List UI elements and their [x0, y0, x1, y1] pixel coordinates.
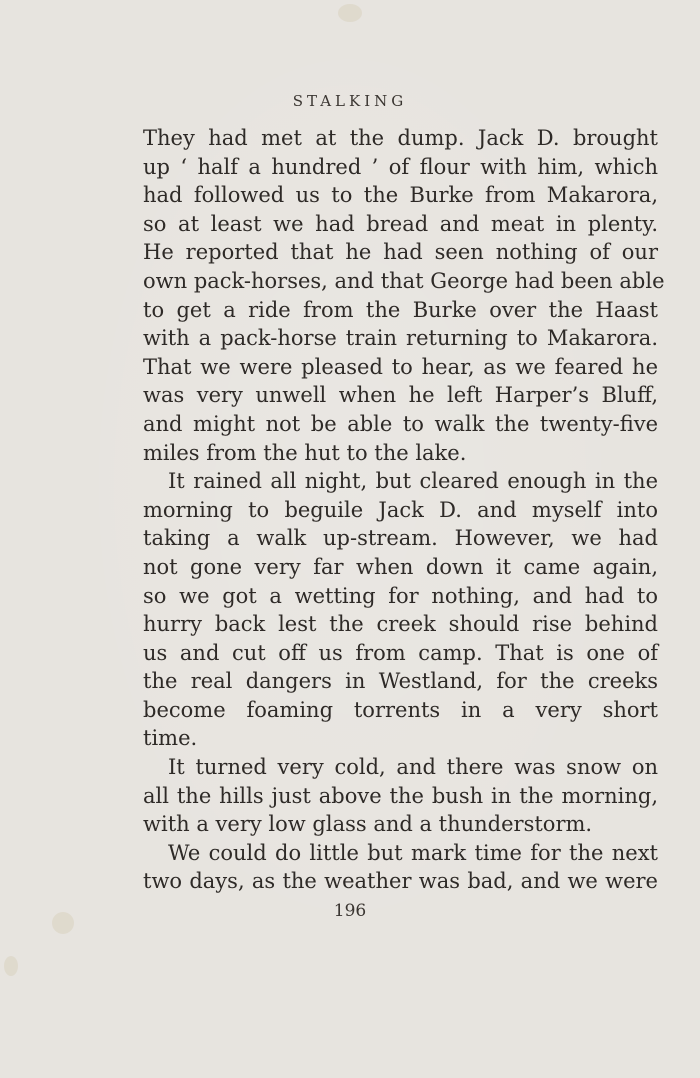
text-line: We could do little but mark time for the next: [168, 840, 658, 865]
text-line: the real dangers in Westland, for the creeks: [143, 669, 658, 694]
text-line: morning to beguile Jack D. and myself into: [143, 497, 658, 522]
paper-stain: [338, 4, 362, 22]
text-line: so at least we had bread and meat in plenty.: [143, 211, 658, 236]
text-line: That we were pleased to hear, as we feared he: [143, 354, 658, 379]
text-line: with a pack-horse train returning to Makarora.: [143, 326, 658, 351]
text-line: It turned very cold, and there was snow on: [168, 755, 658, 780]
page-number: 196: [333, 901, 367, 921]
text-line: become foaming torrents in a very short: [143, 697, 658, 722]
running-head: STALKING: [292, 92, 408, 110]
text-line: was very unwell when he left Harper’s Bluff,: [143, 383, 658, 408]
text-line: with a very low glass and a thunderstorm.: [143, 812, 593, 837]
text-line: It rained all night, but cleared enough in the: [168, 469, 658, 494]
text-line: us and cut off us from camp. That is one of: [143, 640, 658, 665]
text-line: own pack-horses, and that George had been able: [143, 268, 665, 293]
text-line: not gone very far when down it came again,: [143, 554, 658, 579]
text-line: all the hills just above the bush in the morning,: [143, 783, 658, 808]
text-line: time.: [143, 726, 198, 751]
text-line: He reported that he had seen nothing of our: [143, 240, 658, 265]
text-line: so we got a wetting for nothing, and had to: [143, 583, 658, 608]
text-line: They had met at the dump. Jack D. brought: [143, 126, 658, 150]
body-text: [143, 124, 665, 896]
text-line: up ‘ half a hundred ’ of flour with him, which: [143, 154, 658, 179]
text-line: hurry back lest the creek should rise behind: [143, 612, 658, 637]
text-line: taking a walk up-stream. However, we had: [143, 526, 658, 551]
text-line: had followed us to the Burke from Makarora,: [143, 183, 658, 208]
text-line: miles from the hut to the lake.: [143, 440, 467, 465]
paper-stain: [4, 956, 18, 976]
text-line: and might not be able to walk the twenty-five: [143, 411, 658, 436]
text-line: to get a ride from the Burke over the Haast: [143, 297, 658, 322]
text-line: two days, as the weather was bad, and we were: [143, 869, 658, 894]
